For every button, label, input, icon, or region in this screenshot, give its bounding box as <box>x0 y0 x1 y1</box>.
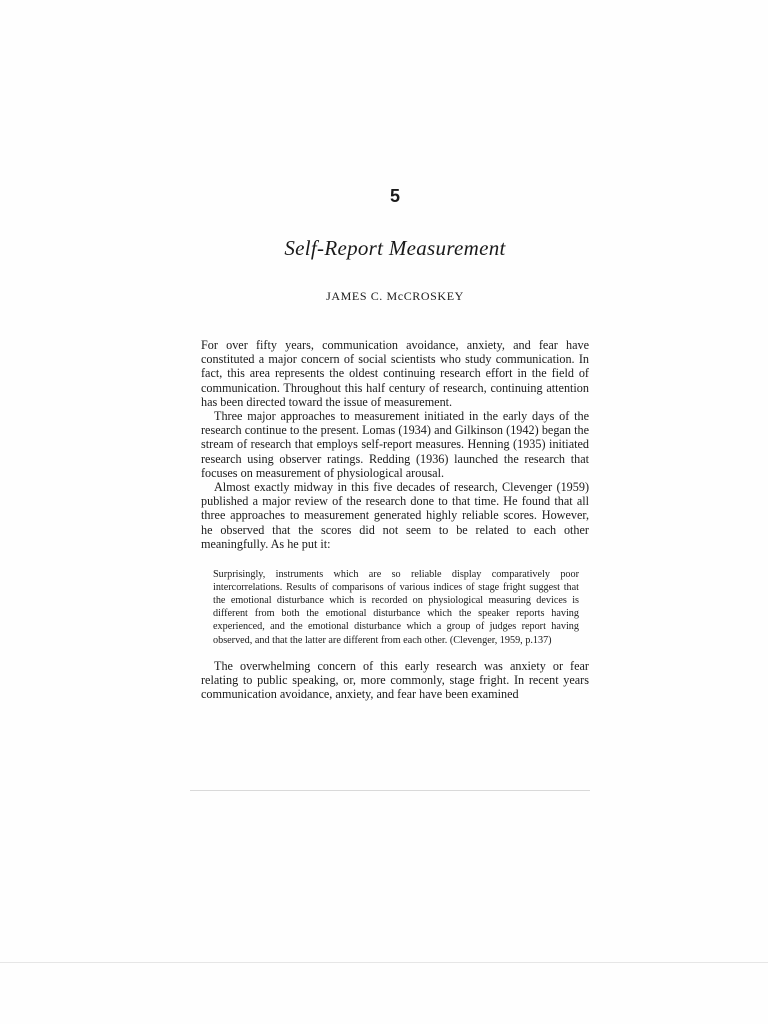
chapter-body <box>201 338 589 701</box>
block-quote: Surprisingly, instruments which are so reliable display comparatively poor intercorrelations. Results of comparisons of various indices of stage fright suggest that the emotional disturbance which is recorded on physiological measuring devices is different from both the emotional disturbance which the speaker reports having experienced, and the emotional disturbance which a group of judges report having observed, and that the latter are different from each other. (Clevenger, 1959, p.137) <box>213 569 579 646</box>
body-paragraph: Three major approaches to measurement initiated in the early days of the research continue to the present. Lomas (1934) and Gilkinson (1942) began the stream of research that employs self-report measures. Henning (1935) initiated research using observer ratings. Redding (1936) launched the research that focuses on measurement of physiological arousal. <box>201 409 589 480</box>
body-paragraph: Almost exactly midway in this five decades of research, Clevenger (1959) published a major review of the research done to that time. He found that all three approaches to measurement generated highly reliable scores. However, he observed that the scores did not seem to be related to each other meaningfully. As he put it: <box>201 480 589 551</box>
footer-rule <box>190 790 590 791</box>
scan-edge-line <box>0 962 768 963</box>
chapter-author: JAMES C. McCROSKEY <box>326 289 464 303</box>
body-paragraph: The overwhelming concern of this early research was anxiety or fear relating to public speaking, or, more commonly, stage fright. In recent years communication avoidance, anxiety, and fear have been examined <box>201 658 589 702</box>
chapter-title: Self-Report Measurement <box>284 236 506 260</box>
body-paragraph: For over fifty years, communication avoidance, anxiety, and fear have constituted a major concern of social scientists who study communication. In fact, this area represents the oldest continuing research effort in the field of communication. Throughout this half century of research, continuing attention has been directed toward the issue of measurement. <box>201 338 589 409</box>
chapter-number: 5 <box>389 186 400 206</box>
